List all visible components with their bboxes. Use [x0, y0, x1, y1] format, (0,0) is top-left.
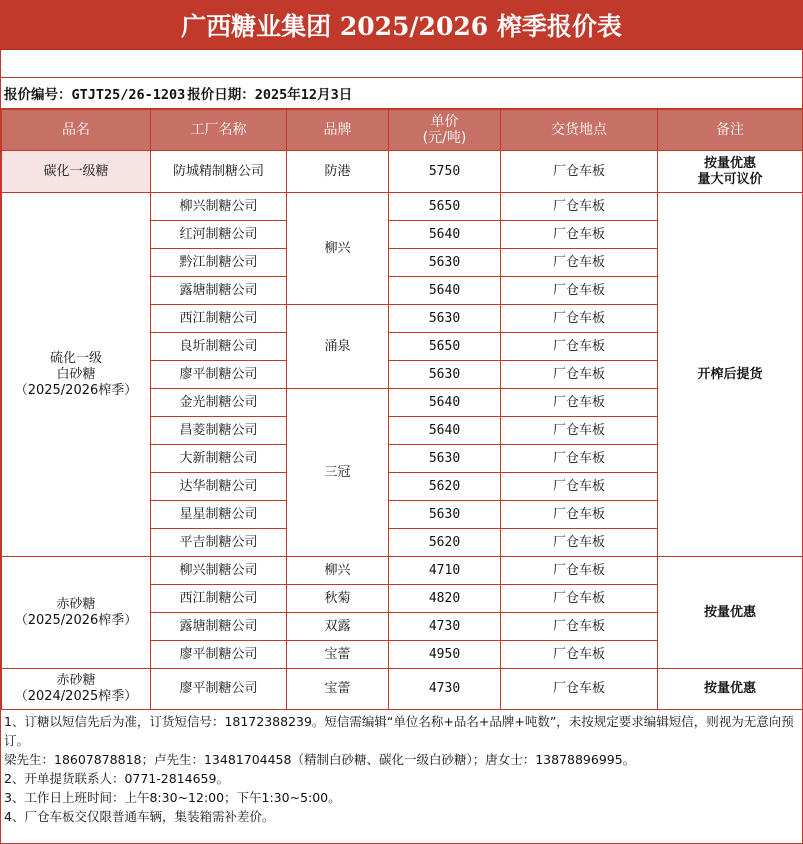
delivery-cell: 厂仓车板	[501, 333, 658, 361]
factory-cell: 良圻制糖公司	[151, 333, 287, 361]
product-cell	[2, 669, 151, 710]
delivery-cell: 厂仓车板	[501, 585, 658, 613]
brand-cell: 双露	[287, 613, 389, 641]
factory-cell: 大新制糖公司	[151, 445, 287, 473]
header-price	[389, 110, 501, 151]
price-cell: 5650	[389, 333, 501, 361]
note-item: 梁先生：18607878818；卢先生：13481704458（精制白砂糖、碳化一级白砂糖）；唐女士：13878896995。	[4, 752, 636, 767]
factory-cell: 平吉制糖公司	[151, 529, 287, 557]
delivery-cell: 厂仓车板	[501, 501, 658, 529]
product-line: （2024/2025榨季）	[14, 689, 138, 704]
price-cell: 5640	[389, 221, 501, 249]
table-row	[2, 669, 803, 710]
header-factory: 工厂名称	[151, 110, 287, 151]
quote-date: 报价日期：2025年12月3日	[187, 87, 353, 103]
product-line: （2025/2026榨季）	[14, 382, 138, 398]
delivery-cell: 厂仓车板	[501, 221, 658, 249]
header-price-label: 单价	[430, 114, 459, 130]
factory-cell: 星星制糖公司	[151, 501, 287, 529]
note-cell	[658, 151, 803, 193]
header-product: 品名	[2, 110, 151, 151]
delivery-cell: 厂仓车板	[501, 361, 658, 389]
table-row	[2, 193, 803, 221]
blank-row	[1, 50, 802, 78]
header-brand: 品牌	[287, 110, 389, 151]
price-cell: 5620	[389, 529, 501, 557]
price-cell: 5650	[389, 193, 501, 221]
note-item: 4、厂仓车板交仅限普通车辆，集装箱需补差价。	[4, 809, 275, 824]
product-line: 白砂糖	[56, 366, 96, 382]
brand-cell: 宝蕾	[287, 669, 389, 710]
product-line: 赤砂糖	[56, 596, 96, 612]
delivery-cell: 厂仓车板	[501, 557, 658, 585]
product-line: 硫化一级	[49, 350, 102, 366]
price-cell: 4710	[389, 557, 501, 585]
delivery-cell: 厂仓车板	[501, 305, 658, 333]
factory-cell: 柳兴制糖公司	[151, 557, 287, 585]
price-cell: 5630	[389, 361, 501, 389]
price-cell: 5750	[389, 151, 501, 193]
delivery-cell: 厂仓车板	[501, 389, 658, 417]
delivery-cell: 厂仓车板	[501, 445, 658, 473]
header-delivery: 交货地点	[501, 110, 658, 151]
table-row	[2, 151, 803, 193]
factory-cell: 廖平制糖公司	[151, 641, 287, 669]
factory-cell: 露塘制糖公司	[151, 613, 287, 641]
factory-cell: 廖平制糖公司	[151, 669, 287, 710]
delivery-cell: 厂仓车板	[501, 613, 658, 641]
price-cell: 5630	[389, 445, 501, 473]
factory-cell: 西江制糖公司	[151, 585, 287, 613]
price-cell: 5630	[389, 501, 501, 529]
delivery-cell: 厂仓车板	[501, 151, 658, 193]
price-cell: 4730	[389, 669, 501, 710]
price-cell: 5620	[389, 473, 501, 501]
product-line: （2025/2026榨季）	[14, 612, 138, 628]
header-note: 备注	[658, 110, 803, 151]
product-cell: 碳化一级糖	[2, 151, 151, 193]
delivery-cell: 厂仓车板	[501, 529, 658, 557]
price-cell: 4730	[389, 613, 501, 641]
note-line: 按量优惠	[703, 155, 756, 171]
note-cell: 开榨后提货	[658, 193, 803, 557]
header-price-unit: (元/吨)	[422, 130, 467, 146]
delivery-cell: 厂仓车板	[501, 193, 658, 221]
brand-cell: 三冠	[287, 389, 389, 557]
note-item: 2、开单提货联系人：0771-2814659。	[4, 771, 229, 786]
notes-section	[1, 710, 802, 826]
delivery-cell: 厂仓车板	[501, 249, 658, 277]
brand-cell: 涌泉	[287, 305, 389, 389]
page-title: 广西糖业集团 2025/2026 榨季报价表	[1, 1, 802, 50]
price-cell: 5640	[389, 277, 501, 305]
price-cell: 5630	[389, 249, 501, 277]
factory-cell: 达华制糖公司	[151, 473, 287, 501]
delivery-cell: 厂仓车板	[501, 277, 658, 305]
price-table	[1, 109, 803, 710]
price-cell: 4950	[389, 641, 501, 669]
quote-info	[1, 78, 802, 109]
product-cell	[2, 193, 151, 557]
factory-cell: 廖平制糖公司	[151, 361, 287, 389]
product-line: 赤砂糖	[56, 673, 96, 688]
delivery-cell: 厂仓车板	[501, 669, 658, 710]
delivery-cell: 厂仓车板	[501, 417, 658, 445]
factory-cell: 防城精制糖公司	[151, 151, 287, 193]
price-cell: 5640	[389, 389, 501, 417]
factory-cell: 柳兴制糖公司	[151, 193, 287, 221]
note-line: 量大可议价	[697, 171, 763, 187]
quote-number: 报价编号：GTJT25/26-1203	[4, 87, 186, 103]
brand-cell: 柳兴	[287, 193, 389, 305]
factory-cell: 露塘制糖公司	[151, 277, 287, 305]
brand-cell: 防港	[287, 151, 389, 193]
delivery-cell: 厂仓车板	[501, 641, 658, 669]
table-row	[2, 557, 803, 585]
table-header-row	[2, 110, 803, 151]
product-cell	[2, 557, 151, 669]
brand-cell: 柳兴	[287, 557, 389, 585]
price-cell: 5640	[389, 417, 501, 445]
price-cell: 5630	[389, 305, 501, 333]
factory-cell: 黔江制糖公司	[151, 249, 287, 277]
factory-cell: 西江制糖公司	[151, 305, 287, 333]
factory-cell: 昌菱制糖公司	[151, 417, 287, 445]
note-item: 3、工作日上班时间：上午8:30~12:00；下午1:30~5:00。	[4, 790, 341, 805]
brand-cell: 秋菊	[287, 585, 389, 613]
delivery-cell: 厂仓车板	[501, 473, 658, 501]
factory-cell: 金光制糖公司	[151, 389, 287, 417]
price-cell: 4820	[389, 585, 501, 613]
brand-cell: 宝蕾	[287, 641, 389, 669]
note-cell: 按量优惠	[658, 557, 803, 669]
note-cell: 按量优惠	[658, 669, 803, 710]
factory-cell: 红河制糖公司	[151, 221, 287, 249]
note-item: 1、订糖以短信先后为准，订货短信号：18172388239。短信需编辑“单位名称+品名+品牌+吨数”，未按规定要求编辑短信，则视为无意向预订。	[4, 714, 794, 748]
